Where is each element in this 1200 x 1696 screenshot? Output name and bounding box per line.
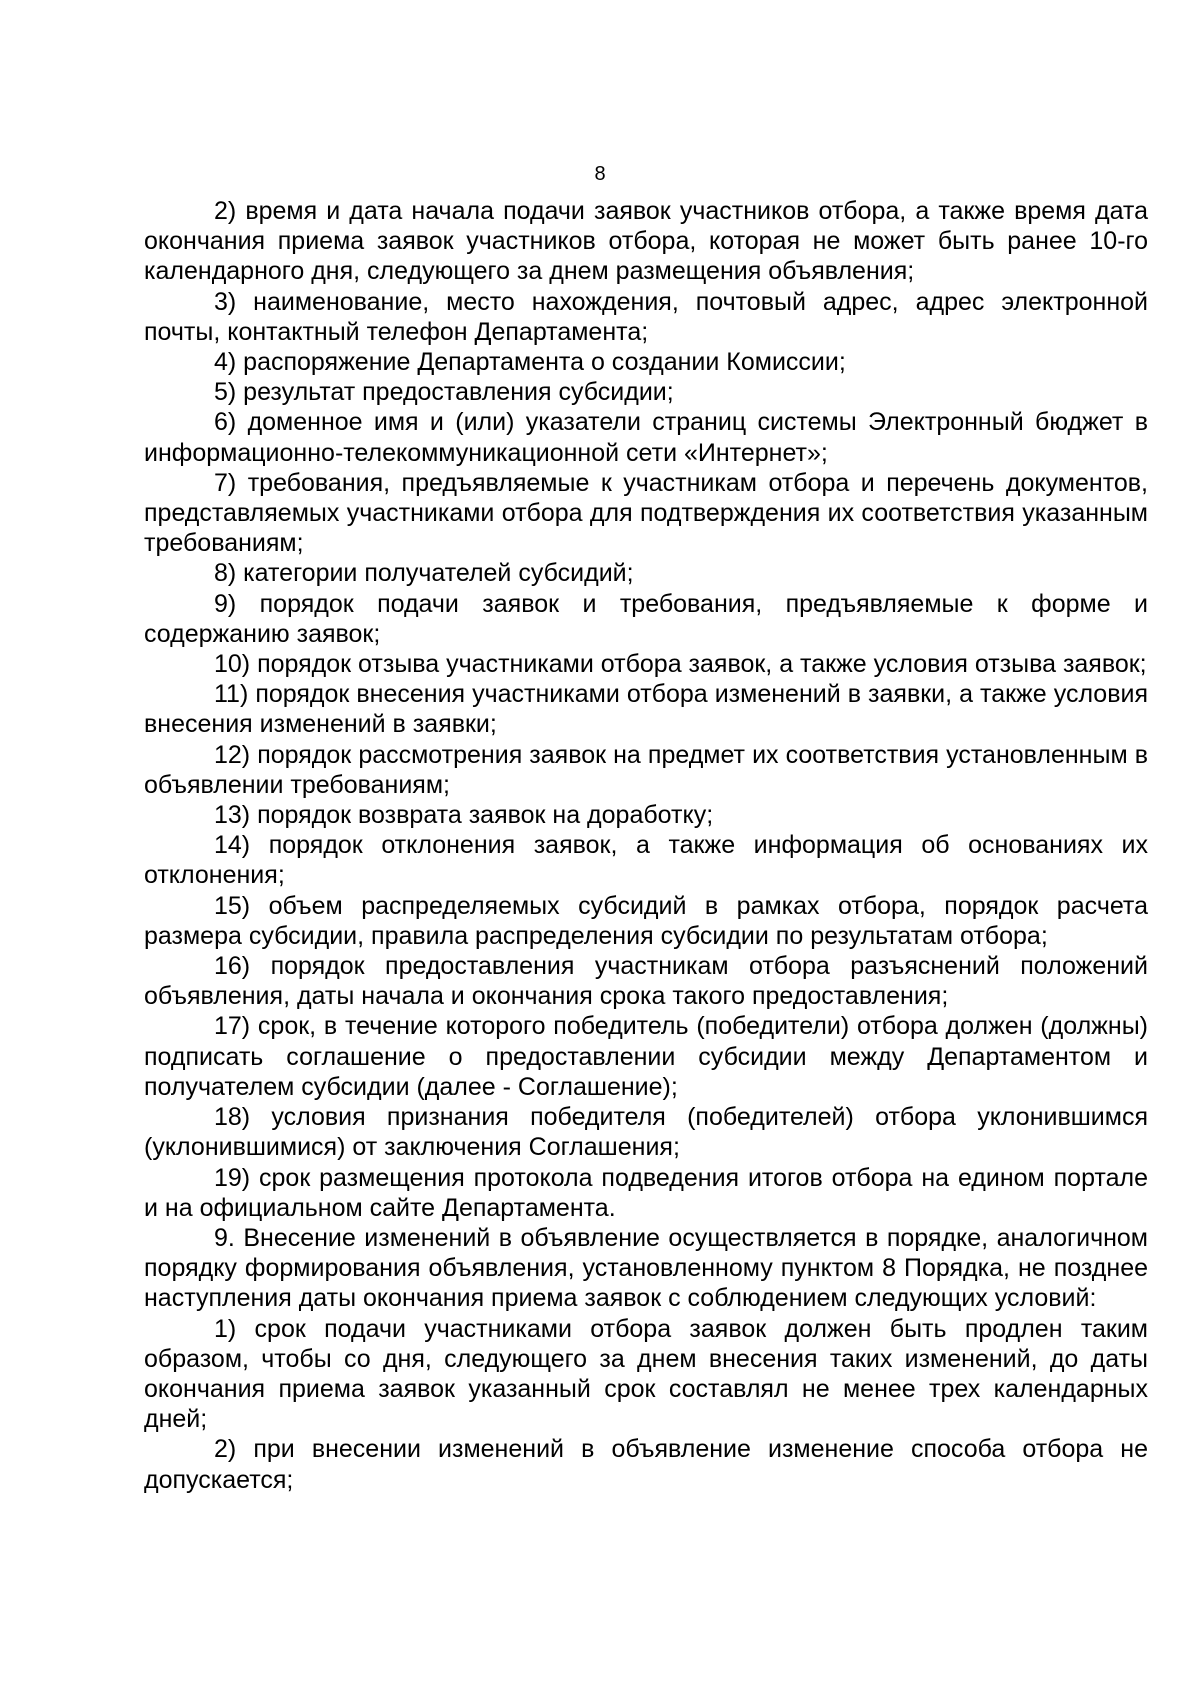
paragraph: 7) требования, предъявляемые к участникам отбора и перечень документов, представляемых участниками отбора для подтверждения их соответствия указанным требованиям; [144,468,1148,558]
paragraph: 16) порядок предоставления участникам отбора разъяснений положений объявления, даты начала и окончания срока такого предоставления; [144,952,1148,1011]
paragraph: 8) категории получателей субсидий; [214,559,634,588]
paragraph: 14) порядок отклонения заявок, а также информация об основаниях их отклонения; [144,831,1148,890]
paragraph: 9. Внесение изменений в объявление осуществляется в порядке, аналогичном порядку формирования объявления, установленному пунктом 8 Порядка, не позднее наступления даты окончания приема заявок с соблюдением следующих условий: [144,1223,1148,1313]
paragraph: 19) срок размещения протокола подведения итогов отбора на едином портале и на официальном сайте Департамента. [144,1163,1148,1222]
paragraph: 15) объем распределяемых субсидий в рамках отбора, порядок расчета размера субсидии, правила распределения субсидии по результатам отбора; [144,891,1148,950]
document-body [144,196,1148,1495]
paragraph: 2) при внесении изменений в объявление изменение способа отбора не допускается; [144,1435,1148,1494]
paragraph: 17) срок, в течение которого победитель (победители) отбора должен (должны) подписать соглашение о предоставлении субсидии между Департаментом и получателем субсидии (далее - Соглашение); [144,1012,1148,1101]
paragraph: 6) доменное имя и (или) указатели страниц системы Электронный бюджет в информационно-телекоммуникационной сети «Интернет»; [144,408,1148,467]
paragraph: 9) порядок подачи заявок и требования, предъявляемые к форме и содержанию заявок; [144,589,1148,648]
paragraph: 3) наименование, место нахождения, почтовый адрес, адрес электронной почты, контактный телефон Департамента; [144,287,1148,346]
paragraph: 2) время и дата начала подачи заявок участников отбора, а также время дата окончания приема заявок участников отбора, которая не может быть ранее 10-го календарного дня, следующего за днем размещения объявления; [144,197,1148,286]
paragraph: 11) порядок внесения участниками отбора изменений в заявки, а также условия внесения изменений в заявки; [144,680,1148,739]
paragraph: 10) порядок отзыва участниками отбора заявок, а также условия отзыва заявок; [214,650,1147,679]
paragraph: 13) порядок возврата заявок на доработку; [214,801,714,830]
page-number: 8 [594,163,606,185]
paragraph: 4) распоряжение Департамента о создании Комиссии; [214,348,846,377]
paragraph: 1) срок подачи участниками отбора заявок должен быть продлен таким образом, чтобы со дня, следующего за днем внесения таких изменений, до даты окончания приема заявок указанный срок составлял не менее трех календарных дней; [144,1314,1148,1434]
paragraph: 5) результат предоставления субсидии; [214,378,674,407]
paragraph: 12) порядок рассмотрения заявок на предмет их соответствия установленным в объявлении требованиям; [144,740,1148,799]
paragraph: 18) условия признания победителя (победителей) отбора уклонившимся (уклонившимися) от заключения Соглашения; [144,1103,1148,1162]
